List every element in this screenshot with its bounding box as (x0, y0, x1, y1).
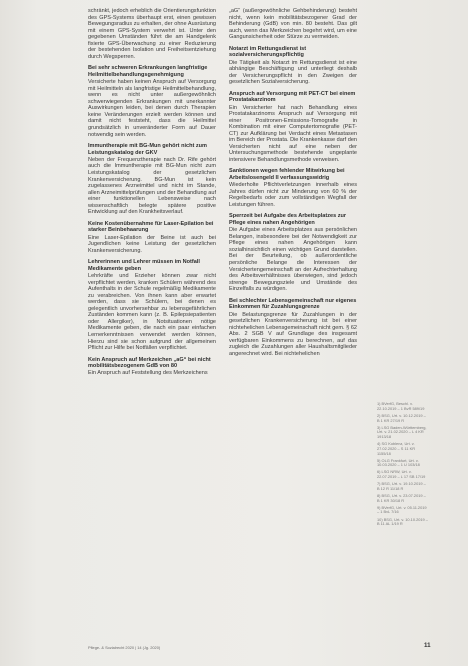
section-heading: Sperrzeit bei Aufgabe des Arbeitsplatzes zur Pflege eines nahen Angehörigen (229, 213, 347, 226)
section-heading: Sanktionen wegen fehlender Mitwirkung bei Arbeitslosengeld II verfassungswidrig (229, 168, 345, 181)
section-heading: Bei schlechter Lebensgemeinschaft nur eigenes Einkommen für Zuzahlungsgrenze (229, 297, 357, 311)
left-text-column (88, 8, 216, 380)
footnote: 4) SG Koblenz, Urt. v. 27.02.2020 – S 11 KR 1155/18 (377, 441, 415, 456)
footnote: 5) OLG Frankfurt, Urt. v. 10.03.2020 – 1 U 103/18 (377, 457, 420, 468)
paragraph: Ein Anspruch auf Feststellung des Merkzeichens (88, 370, 208, 377)
footnote: 6) LSG NRW, Urt. v. 22.07.2019 – L 17 SB 17/19 (377, 469, 426, 480)
section-heading: Notarzt im Rettungsdienst ist sozialversicherungspflichtig (229, 45, 307, 59)
paragraph: Versicherte haben keinen Anspruch auf Versorgung mit Heilmitteln als langfristige Heilmittelbehandlung, wenn es nicht unter außergewöhnlich schwerwiegenden Erkrankungen mit unerkannter Auswirkungen leiden, bei denen durch Therapien keine Veränderungen erzielt werden können und damit nicht feststeht, dass die Heilmittel grundsätzlich in unveränderter Form auf Dauer notwendig sein werden. (88, 79, 216, 138)
footnote: 1) BVerfG, Beschl. v. 22.10.2019 – 1 BvR 589/19 (377, 401, 425, 411)
journal-footer: Pflege- & Sozialrecht 2020 | 14 (Jg. 2020) (88, 645, 161, 650)
paragraph: Die Belastungsgrenze für Zuzahlungen in der gesetzlichen Krankenversicherung ist bei einer nichtehelichen Lebensgemeinschaft nicht gem. § 62 Abs. 2 SGB V auf Grundlage des insgesamt verfügbaren Einkommens zu berechnen, auf das zugleich die Zuzahlungen aller Haushaltsmitglieder angerechnet wird. Bei nichtehelichen (229, 311, 357, 357)
paragraph: „aG“ (außergewöhnliche Gehbehinderung) besteht nicht, wenn kein mobilitätsbezogener Grad der Behinderung (GdB) von min. 80 besteht. Das gilt auch, wenn das Merkzeichen begehrt wird, um eine Gangunsicherheit oder Stürze zu vermeiden. (229, 8, 357, 41)
section-heading: Bei sehr schweren Erkrankungen langfristige Heilmittelbehandlungsgenehmigung (88, 65, 208, 78)
footnote-sidebar (377, 402, 429, 529)
page-number: 11 (424, 642, 431, 649)
section-heading: Anspruch auf Versorgung mit PET-CT bei einem Prostatakarzinom (229, 90, 356, 104)
footnote: 8) BSG, Urt. v. 23.07.2019 – B 1 KR 30/18 R (377, 492, 426, 503)
right-text-column (229, 8, 357, 360)
paragraph: Die Tätigkeit als Notarzt im Rettungsdienst ist eine abhängige Beschäftigung und unterliegt deshalb der Versicherungspflicht in den Zweigen der gesetzlichen Sozialversicherung. (229, 59, 357, 86)
section-heading: Immuntherapie mit BG-Mun gehört nicht zum Leistungskatalog der GKV (88, 143, 207, 156)
section-heading: Kein Anspruch auf Merkzeichen „aG“ bei nicht mobilitätsbezogenem GdB von 80 (88, 356, 211, 370)
section-heading: Lehrerinnen und Lehrer müssen im Notfall Medikamente geben (88, 259, 200, 272)
section-heading: Keine Kostenübernahme für Laser-Epilation bei starker Beinbehaarung (88, 220, 214, 234)
paragraph: Wiederholte Pflichtverletzungen innerhalb eines Jahres dürfen nicht zur Minderung von 60 % der Regelbedarfs oder zum vollständigen Wegfall der Leistungen führen. (229, 182, 357, 208)
paragraph: schränkt, jedoch erheblich die Orientierungsfunktion des GPS-Systems überhaupt erst, einen gewissen Bewegungsradius zu erhalten, der ohne Ausrüstung mit einem GPS-System verwehrt ist. Unter den gegebenen Umständen führt die am Handgelenk fixierte GPS-Überwachung zu einer Reduzierung der bestehenden Isolation und Freiheitsentziehung durch Wegsperren. (88, 8, 216, 60)
footnote: 10) BSG, Urt. v. 10.10.2019 – B 11 AL 1/19 R (377, 516, 428, 527)
paragraph: Eine Laser-Epilation der Beine ist auch bei Jugendlichen keine Leistung der gesetzlichen Krankenversicherung. (88, 234, 216, 254)
paragraph: Neben der Frequenztherapie nach Dr. Rife gehört auch die Immuntherapie mit BG-Mun nicht zum Leistungskatalog der gesetzlichen Krankenversicherung. BG-Mun ist kein zugelassenes Arzneimittel und nicht im Stande, allen Arzneimittelprüfungen und der Behandlung auf einer funktionellen Lebensweise nach wissenschaftlich belegte spätere positive Entwicklung auf den Krankheitsverlauf. (88, 156, 216, 216)
footnote: 7) BSG, Urt. v. 19.10.2019 – B 12 R 11/18 R (377, 481, 426, 491)
footnote: 2) BSG, Urt. v. 10.12.2019 – B 1 KR 27/19 R (377, 412, 426, 423)
paragraph: Ein Versicherter hat nach Behandlung eines Prostatakarzinoms Anspruch auf Versorgung mit einer Positronen-Emissions-Tomografie in Kombination mit einer Computertomografie (PET-CT) zur Aufklärung bei Verdacht eines Metastasen im Bereich der Prostata. Die Krankenkasse darf den Versicherten nicht auf eine neben der Untersuchungsmethode bestehende ungeplante intensivere Behandlungsmethode verweisen. (229, 104, 357, 163)
footnote: 9) BVerfG, Urt. v. 05.11.2019 – 1 BvL 7/16 (377, 504, 427, 515)
footnote: 3) LSG Baden-Württemberg, Urt. v. 21.02.2020 – L 4 KR 1913/18 (377, 424, 427, 439)
paragraph: Die Aufgabe eines Arbeitsplatzes aus persönlichen Belangen, insbesondere bei der Notwendigkeit zur Pflege eines nahen Angehörigen kann sozialhinsichtlich einen wichtigen Grund darstellen. Bei der Beurteilung, ob außerordentliche persönliche Belange die Interessen der Versichertengemeinschaft an der Aufrechterhaltung des Arbeitsverhältnisses überwiegen, sind jedoch strenge Bewegungsziele und Umstände des Einzelfalls zu würdigen. (229, 227, 357, 293)
paragraph: Lehrkräfte und Erzieher können zwar nicht verpflichtet werden, kranken Schülern während des Aufenthalts in der Schule regelmäßig Medikamente zu verabreichen. Von ihnen kann aber erwartet werden, dass sie Schülern, bei denen es gelegentlich unvorhersehbar zu lebensgefährlichen Zuständen kommen kann (z. B. Epilepsiepatienten oder Allergiker), in Notsituationen nötige Medikamente geben, die nach ein paar einfachen Lernerkenntnissen verwendet werden können, Hierzu sind sie schon aufgrund der allgemeinen Pflicht zur Hilfe bei Notfällen verpflichtet. (88, 273, 216, 352)
